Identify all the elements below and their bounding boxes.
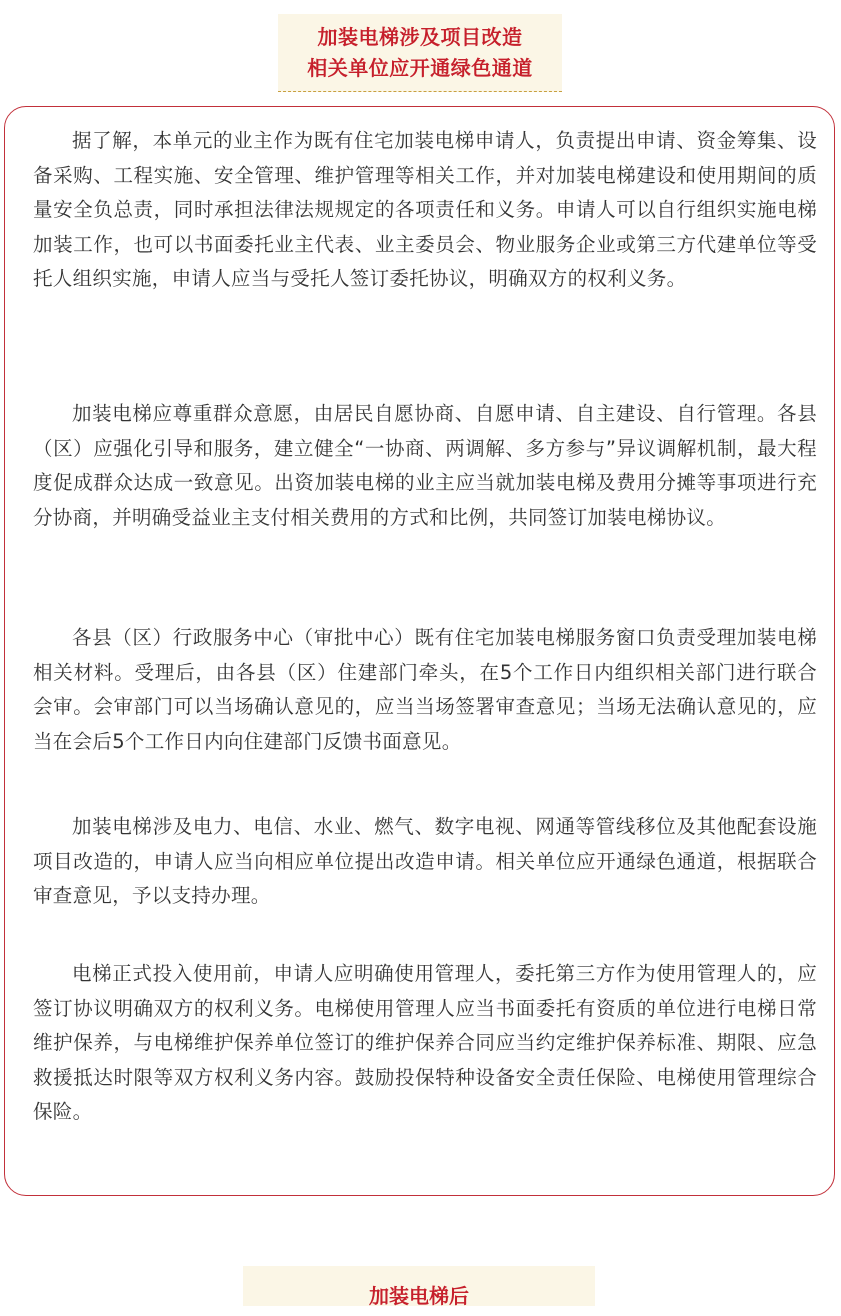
section-title-card <box>278 14 562 92</box>
article-paragraph-3: 各县（区）行政服务中心（审批中心）既有住宅加装电梯服务窗口负责受理加装电梯相关材料。受理后，由各县（区）住建部门牵头，在5个工作日内组织相关部门进行联合会审。会审部门可以当场确认意见的，应当当场签署审查意见；当场无法确认意见的，应当在会后5个工作日内向住建部门反馈书面意见。 <box>33 626 817 753</box>
article-paragraph-4: 加装电梯涉及电力、电信、水业、燃气、数字电视、网通等管线移位及其他配套设施项目改造的，申请人应当向相应单位提出改造申请。相关单位应开通绿色通道，根据联合审查意见，予以支持办理。 <box>33 815 817 907</box>
article-paragraph-2: 加装电梯应尊重群众意愿，由居民自愿协商、自愿申请、自主建设、自行管理。各县（区）应强化引导和服务，建立健全“一协商、两调解、多方参与”异议调解机制，最大程度促成群众达成一致意见。出资加装电梯的业主应当就加装电梯及费用分摊等事项进行充分协商，并明确受益业主支付相关费用的方式和比例，共同签订加装电梯协议。 <box>33 402 817 529</box>
article-paragraph-5: 电梯正式投入使用前，申请人应明确使用管理人，委托第三方作为使用管理人的，应签订协议明确双方的权利义务。电梯使用管理人应当书面委托有资质的单位进行电梯日常维护保养，与电梯维护保养单位签订的维护保养合同应当约定维护保养标准、期限、应急救援抵达时限等双方权利义务内容。鼓励投保特种设备安全责任保险、电梯使用管理综合保险。 <box>33 962 817 1123</box>
section-title-line-1: 加装电梯涉及项目改造 <box>317 25 523 49</box>
next-section-title-card <box>243 1266 595 1306</box>
article-paragraph-1: 据了解，本单元的业主作为既有住宅加装电梯申请人，负责提出申请、资金筹集、设备采购、工程实施、安全管理、维护管理等相关工作，并对加装电梯建设和使用期间的质量安全负总责，同时承担法律法规规定的各项责任和义务。申请人可以自行组织实施电梯加装工作，也可以书面委托业主代表、业主委员会、物业服务企业或第三方代建单位等受托人组织实施，申请人应当与受托人签订委托协议，明确双方的权利义务。 <box>33 129 817 290</box>
section-title-line-2: 相关单位应开通绿色通道 <box>307 56 533 80</box>
article-content-box <box>4 106 835 1196</box>
next-section-title: 加装电梯后 <box>369 1284 469 1308</box>
